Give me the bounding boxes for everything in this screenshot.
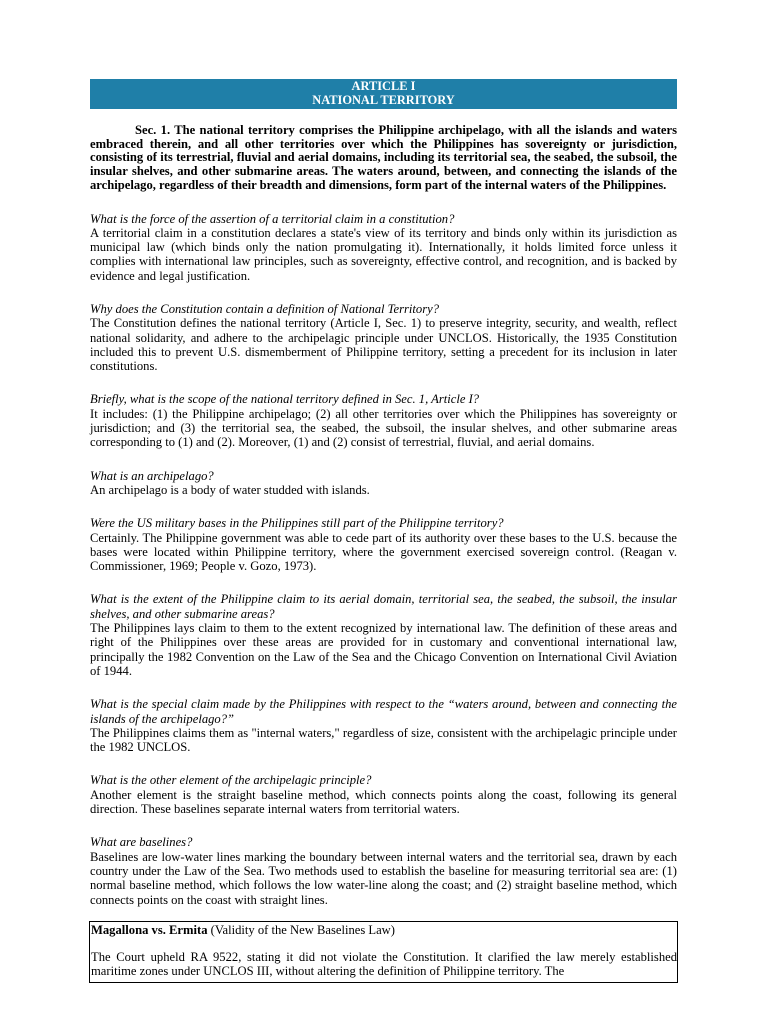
qa-item [90, 392, 677, 449]
document-page [90, 79, 677, 983]
article-number: ARTICLE I [351, 79, 416, 93]
question: What is the extent of the Philippine claim to its aerial domain, territorial sea, the seabed, the subsoil, the insular shelves, and other submarine areas? [90, 592, 677, 621]
answer: A territorial claim in a constitution declares a state's view of its territory and binds only within its jurisdiction as municipal law (which binds only the nation promulgating it). Internationally, it holds limited force unless it complies with international law principles, such as sovereignty, effective control, and recognition, and is backed by evidence and legal justification. [90, 225, 677, 283]
case-name: Magallona vs. Ermita [91, 922, 208, 937]
case-title [91, 923, 677, 937]
qa-item [90, 516, 677, 573]
qa-item [90, 773, 677, 816]
answer: It includes: (1) the Philippine archipelago; (2) all other territories over which the Philippines has sovereignty or jurisdiction; and (3) the territorial sea, the seabed, the subsoil, the insular shelves, and other submarine areas corresponding to (1) and (2). Moreover, (1) and (2) consist of terrestrial, fluvial, and aerial domains. [90, 406, 677, 450]
answer: Baselines are low-water lines marking the boundary between internal waters and the territorial sea, drawn by each country under the Law of the Sea. Two methods used to establish the baseline for measuring territorial sea are: (1) normal baseline method, which follows the low water-line along the coast; and (2) straight baseline method, which connects points on the coast with straight lines. [90, 849, 677, 907]
question: Why does the Constitution contain a definition of National Territory? [90, 302, 440, 316]
question: What is the special claim made by the Philippines with respect to the “waters around, between and connecting the islands of the archipelago?” [90, 697, 677, 726]
question: What is the other element of the archipelagic principle? [90, 773, 372, 788]
case-body: The Court upheld RA 9522, stating it did not violate the Constitution. It clarified the law merely established maritime zones under UNCLOS III, without altering the definition of Philippine territory. The [91, 950, 677, 979]
answer: The Philippines lays claim to them to the extent recognized by international law. The definition of these areas and right of the Philippines over these areas are provided for in customary and conventional international law, principally the 1982 Convention on the Law of the Sea and the Chicago Convention on International Civil Aviation of 1944. [90, 621, 677, 678]
question: Were the US military bases in the Philippines still part of the Philippine territory? [90, 516, 504, 531]
article-header [90, 79, 677, 109]
case-box [89, 921, 678, 983]
question: What is the force of the assertion of a territorial claim in a constitution? [90, 211, 455, 226]
question: What are baselines? [90, 835, 193, 850]
answer: Another element is the straight baseline method, which connects points along the coast, following its general direction. These baselines separate internal waters from territorial waters. [90, 787, 677, 817]
qa-item [90, 592, 677, 678]
qa-item [90, 302, 677, 373]
answer: Certainly. The Philippine government was able to cede part of its authority over these bases to the U.S. because the bases were located within Philippine territory, where the government exercised sovereign control. (Reagan v. Commissioner, 1969; People v. Gozo, 1973). [90, 530, 677, 574]
qa-item [90, 697, 677, 754]
section-1-text: Sec. 1. The national territory comprises the Philippine archipelago, with all the islands and waters embraced therein, and all other territories over which the Philippines has sovereignty or jurisdiction, consisting of its terrestrial, fluvial and aerial domains, including its territorial sea, the seabed, the subsoil, the insular shelves, and other submarine areas. The waters around, between, and connecting the islands of the archipelago, regardless of their breadth and dimensions, form part of the internal waters of the Philippines. [90, 123, 677, 192]
qa-item [90, 212, 677, 283]
question: Briefly, what is the scope of the national territory defined in Sec. 1, Article I? [90, 392, 480, 407]
article-title: NATIONAL TERRITORY [312, 92, 455, 107]
answer: The Constitution defines the national territory (Article I, Sec. 1) to preserve integrity, security, and wealth, reflect national solidarity, and adhere to the archipelagic principle under UNCLOS. Historically, the 1935 Constitution included this to prevent U.S. dismemberment of Philippine territory, setting a precedent for its inclusion in later constitutions. [90, 316, 677, 374]
qa-item [90, 469, 677, 498]
answer: The Philippines claims them as "internal waters," regardless of size, consistent with the archipelagic principle under the 1982 UNCLOS. [90, 725, 677, 755]
answer: An archipelago is a body of water studded with islands. [90, 482, 370, 497]
case-subtitle: (Validity of the New Baselines Law) [207, 922, 395, 937]
question: What is an archipelago? [90, 468, 214, 483]
qa-item [90, 835, 677, 906]
